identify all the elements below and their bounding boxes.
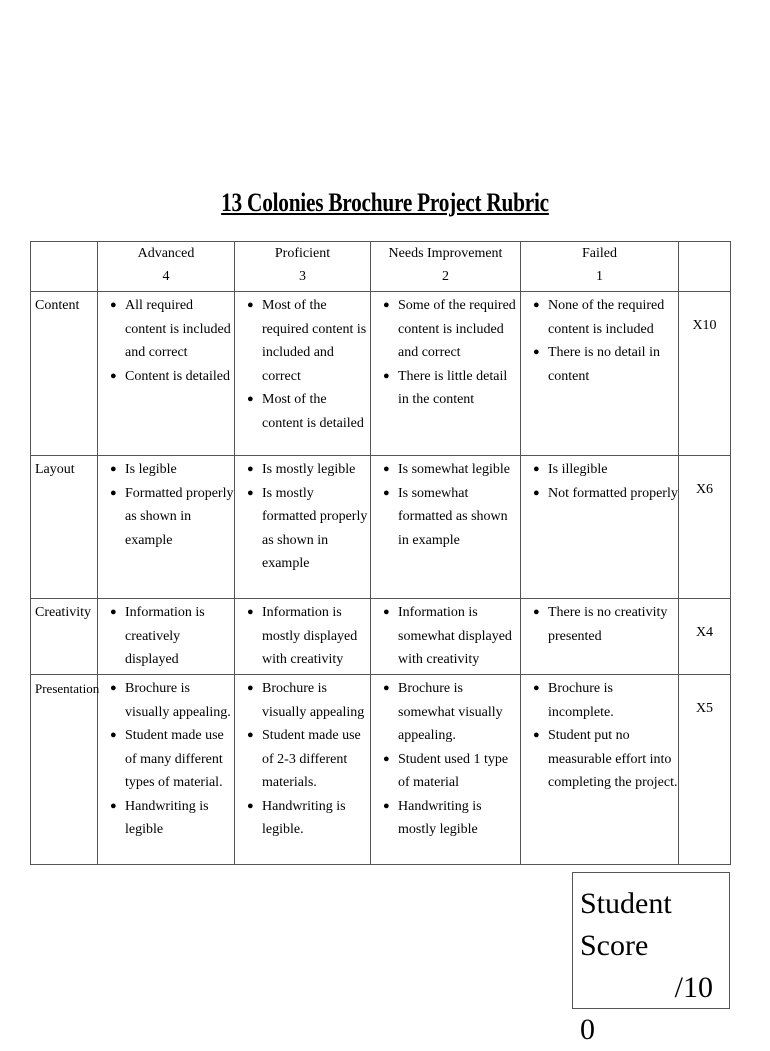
criteria-cell [521, 292, 679, 456]
rubric-row-creativity [31, 599, 731, 675]
bullet-icon: ● [383, 463, 390, 475]
bullet-icon: ● [247, 299, 254, 311]
level-points: 4 [162, 269, 170, 284]
criteria-cell [98, 675, 235, 865]
bullet-icon: ● [110, 463, 117, 475]
multiplier-value: X4 [679, 599, 731, 675]
score-denominator-wrap: 0 [580, 1013, 595, 1046]
criteria-cell [521, 675, 679, 865]
criteria-cell [371, 292, 521, 456]
criteria-item: ● Some of the required content is included and correct [371, 294, 520, 365]
bullet-icon: ● [383, 486, 390, 499]
criteria-item: ● Most of the required content is included and correct [235, 294, 370, 388]
criteria-item: ● Most of the content is detailed [235, 388, 370, 435]
criteria-item: ● Is legible [98, 458, 234, 482]
criteria-cell [521, 456, 679, 599]
bullet-icon: ● [383, 369, 390, 382]
criteria-item: ● Content is detailed [98, 365, 234, 389]
bullet-icon: ● [533, 729, 540, 741]
bullet-icon: ● [533, 486, 540, 499]
criteria-cell [235, 292, 371, 456]
criteria-item: ● Not formatted properly [521, 482, 678, 506]
criteria-cell [371, 456, 521, 599]
level-name: Proficient [274, 246, 331, 261]
bullet-icon: ● [110, 369, 117, 382]
criteria-item: ● Student put no measurable effort into completing the project. [521, 724, 678, 795]
bullet-icon: ● [110, 606, 117, 618]
bullet-icon: ● [110, 729, 117, 741]
bullet-icon: ● [383, 299, 390, 311]
criteria-item: ● There is little detail in the content [371, 365, 520, 412]
multiplier-value: X6 [679, 456, 731, 599]
criteria-item: ● Is mostly formatted properly as shown in example [235, 482, 370, 576]
criteria-cell [235, 599, 371, 675]
multiplier-value: X5 [679, 675, 731, 865]
bullet-icon: ● [247, 606, 254, 618]
criteria-item: ● Brochure is incomplete. [521, 677, 678, 724]
criteria-item: ● Is illegible [521, 458, 678, 482]
criteria-item: ● Handwriting is mostly legible [371, 795, 520, 842]
bullet-icon: ● [383, 752, 390, 765]
criteria-item: ● Brochure is somewhat visually appealing. [371, 677, 520, 748]
criteria-cell [98, 456, 235, 599]
bullet-icon: ● [247, 463, 254, 475]
rubric-row-layout [31, 456, 731, 599]
bullet-icon: ● [247, 729, 254, 741]
criteria-item: ● There is no detail in content [521, 341, 678, 388]
category-label: Layout [31, 456, 98, 599]
bullet-icon: ● [110, 299, 117, 311]
criteria-item: ● Information is somewhat displayed with creativity [371, 601, 520, 672]
criteria-cell [371, 599, 521, 675]
category-label: Creativity [31, 599, 98, 675]
score-denominator: /10 [674, 971, 713, 1004]
bullet-icon: ● [533, 463, 540, 475]
criteria-item: ● Student used 1 type of material [371, 748, 520, 795]
category-label: Presentation [31, 675, 98, 865]
criteria-item: ● None of the required content is included [521, 294, 678, 341]
corner-cell [31, 242, 98, 292]
score-label: Student Score [580, 887, 672, 962]
bullet-icon: ● [533, 299, 540, 311]
rubric-table [30, 241, 731, 865]
criteria-item: ● There is no creativity presented [521, 601, 678, 648]
multiplier-value: X10 [679, 292, 731, 456]
criteria-item: ● Handwriting is legible. [235, 795, 370, 842]
criteria-cell [235, 675, 371, 865]
criteria-item: ● Brochure is visually appealing [235, 677, 370, 724]
criteria-item: ● Brochure is visually appealing. [98, 677, 234, 724]
bullet-icon: ● [247, 486, 254, 499]
level-points: 3 [299, 269, 306, 284]
bullet-icon: ● [247, 682, 254, 694]
bullet-icon: ● [533, 682, 540, 694]
bullet-icon: ● [247, 393, 254, 405]
bullet-icon: ● [533, 346, 540, 358]
criteria-cell [521, 599, 679, 675]
bullet-icon: ● [110, 799, 117, 812]
bullet-icon: ● [110, 486, 117, 499]
criteria-cell [371, 675, 521, 865]
bullet-icon: ● [383, 799, 390, 812]
criteria-item: ● Student made use of 2-3 different materials. [235, 724, 370, 795]
criteria-item: ● Is somewhat legible [371, 458, 520, 482]
rubric-row-content [31, 292, 731, 456]
rubric-row-presentation [31, 675, 731, 865]
criteria-item: ● Is mostly legible [235, 458, 370, 482]
header-row [31, 242, 731, 292]
criteria-item: ● Handwriting is legible [98, 795, 234, 842]
page-title: 13 Colonies Brochure Project Rubric [221, 188, 549, 217]
criteria-item: ● Formatted properly as shown in example [98, 482, 234, 553]
level-header [521, 242, 679, 292]
student-score-box [572, 872, 730, 1046]
criteria-cell [98, 292, 235, 456]
criteria-item: ● Is somewhat formatted as shown in example [371, 482, 520, 553]
criteria-item: ● Information is mostly displayed with creativity [235, 601, 370, 672]
level-name: Failed [582, 246, 617, 261]
bullet-icon: ● [383, 606, 390, 618]
level-header [235, 242, 371, 292]
category-label: Content [31, 292, 98, 456]
criteria-item: ● All required content is included and correct [98, 294, 234, 365]
level-name: Needs Improvement [388, 246, 503, 261]
bullet-icon: ● [110, 682, 117, 694]
bullet-icon: ● [247, 799, 254, 812]
level-points: 2 [442, 269, 449, 284]
level-header [371, 242, 521, 292]
level-name: Advanced [137, 246, 195, 261]
level-header [98, 242, 235, 292]
multiplier-header [679, 242, 731, 292]
level-points: 1 [596, 269, 603, 284]
criteria-item: ● Student made use of many different types of material. [98, 724, 234, 795]
criteria-item: ● Information is creatively displayed [98, 601, 234, 672]
bullet-icon: ● [383, 682, 390, 694]
criteria-cell [235, 456, 371, 599]
bullet-icon: ● [533, 606, 540, 618]
criteria-cell [98, 599, 235, 675]
